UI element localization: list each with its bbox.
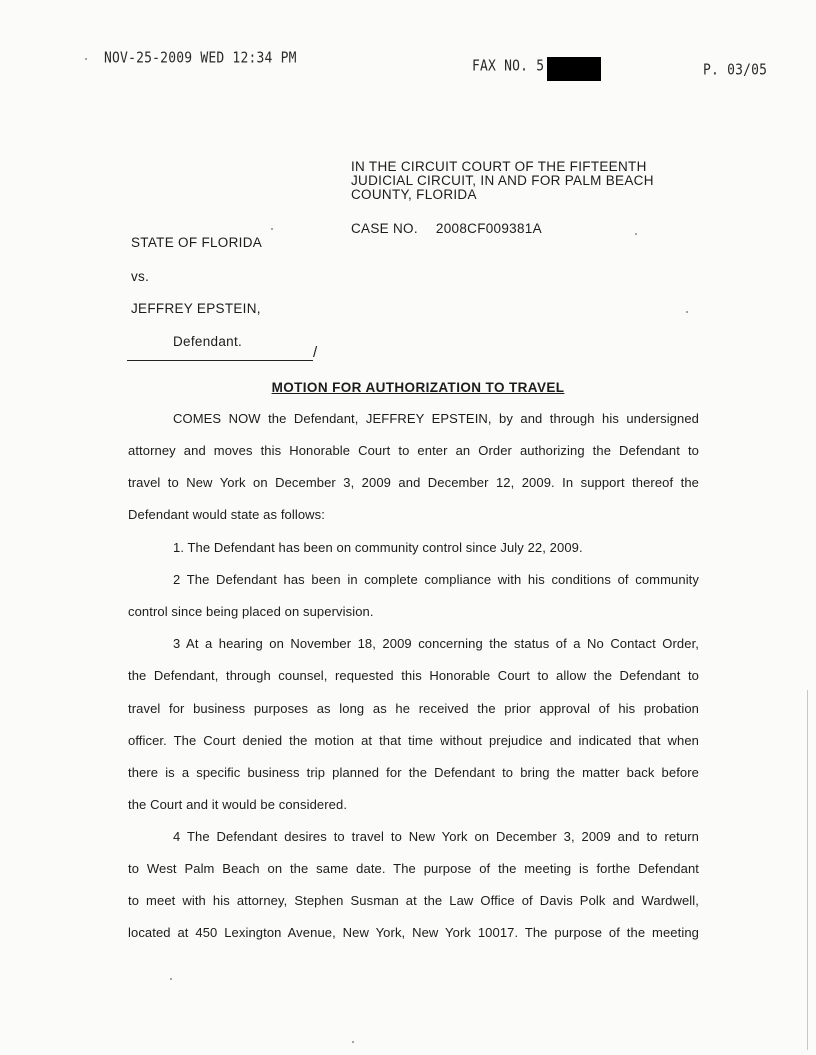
fax-page-number: P. 03/05: [703, 62, 768, 80]
body-line: located at 450 Lexington Avenue, New York, New York 10017. The purpose of the meeting: [128, 925, 699, 940]
body-line: to meet with his attorney, Stephen Susman at the Law Office of Davis Polk and Wardwell,: [128, 893, 699, 908]
case-number-row: [351, 221, 542, 236]
scan-speck: [686, 311, 688, 313]
body-line: COMES NOW the Defendant, JEFFREY EPSTEIN, by and through his undersigned: [173, 411, 699, 426]
fax-timestamp: NOV-25-2009 WED 12:34 PM: [104, 50, 297, 68]
case-label: CASE NO.: [351, 221, 418, 236]
fax-number-label: FAX NO. 5: [472, 58, 545, 76]
court-heading-line: IN THE CIRCUIT COURT OF THE FIFTEENTH: [351, 159, 647, 174]
scan-speck: [85, 58, 87, 60]
body-line: the Court and it would be considered.: [128, 797, 348, 812]
court-heading-line: JUDICIAL CIRCUIT, IN AND FOR PALM BEACH: [351, 173, 654, 188]
body-line: there is a specific business trip planned for the Defendant to bring the matter back before: [128, 765, 699, 780]
redaction-box: [547, 57, 601, 81]
body-line: 2 The Defendant has been in complete compliance with his conditions of community: [173, 572, 699, 587]
plaintiff-name: STATE OF FLORIDA: [131, 235, 263, 250]
body-line: 1. The Defendant has been on community control since July 22, 2009.: [173, 540, 583, 555]
scan-speck: [271, 228, 273, 230]
body-line: 3 At a hearing on November 18, 2009 concerning the status of a No Contact Order,: [173, 636, 699, 651]
scan-speck: [635, 233, 637, 235]
body-line: control since being placed on supervision.: [128, 604, 374, 619]
scan-speck: [170, 978, 172, 980]
caption-rule: [127, 360, 313, 361]
caption-slash: /: [313, 344, 318, 361]
court-heading-line: COUNTY, FLORIDA: [351, 187, 477, 202]
case-number: 2008CF009381A: [435, 221, 542, 236]
body-line: travel to New York on December 3, 2009 and December 12, 2009. In support thereof the: [128, 475, 699, 490]
versus-label: vs.: [131, 269, 150, 284]
scan-edge-line: [807, 690, 808, 1050]
body-line: Defendant would state as follows:: [128, 507, 325, 522]
scan-speck: [352, 1041, 354, 1043]
body-line: officer. The Court denied the motion at that time without prejudice and indicated that when: [128, 733, 699, 748]
court-heading: [351, 160, 654, 202]
body-line: 4 The Defendant desires to travel to New York on December 3, 2009 and to return: [173, 829, 699, 844]
body-line: the Defendant, through counsel, requested this Honorable Court to allow the Defendant to: [128, 668, 699, 683]
defendant-name: JEFFREY EPSTEIN,: [131, 301, 261, 316]
body-line: to West Palm Beach on the same date. The purpose of the meeting is forthe Defendant: [128, 861, 699, 876]
defendant-role: Defendant.: [173, 334, 243, 349]
body-line: attorney and moves this Honorable Court to enter an Order authorizing the Defendant to: [128, 443, 699, 458]
motion-title: MOTION FOR AUTHORIZATION TO TRAVEL: [271, 380, 565, 395]
body-line: travel for business purposes as long as he received the prior approval of his probation: [128, 701, 699, 716]
